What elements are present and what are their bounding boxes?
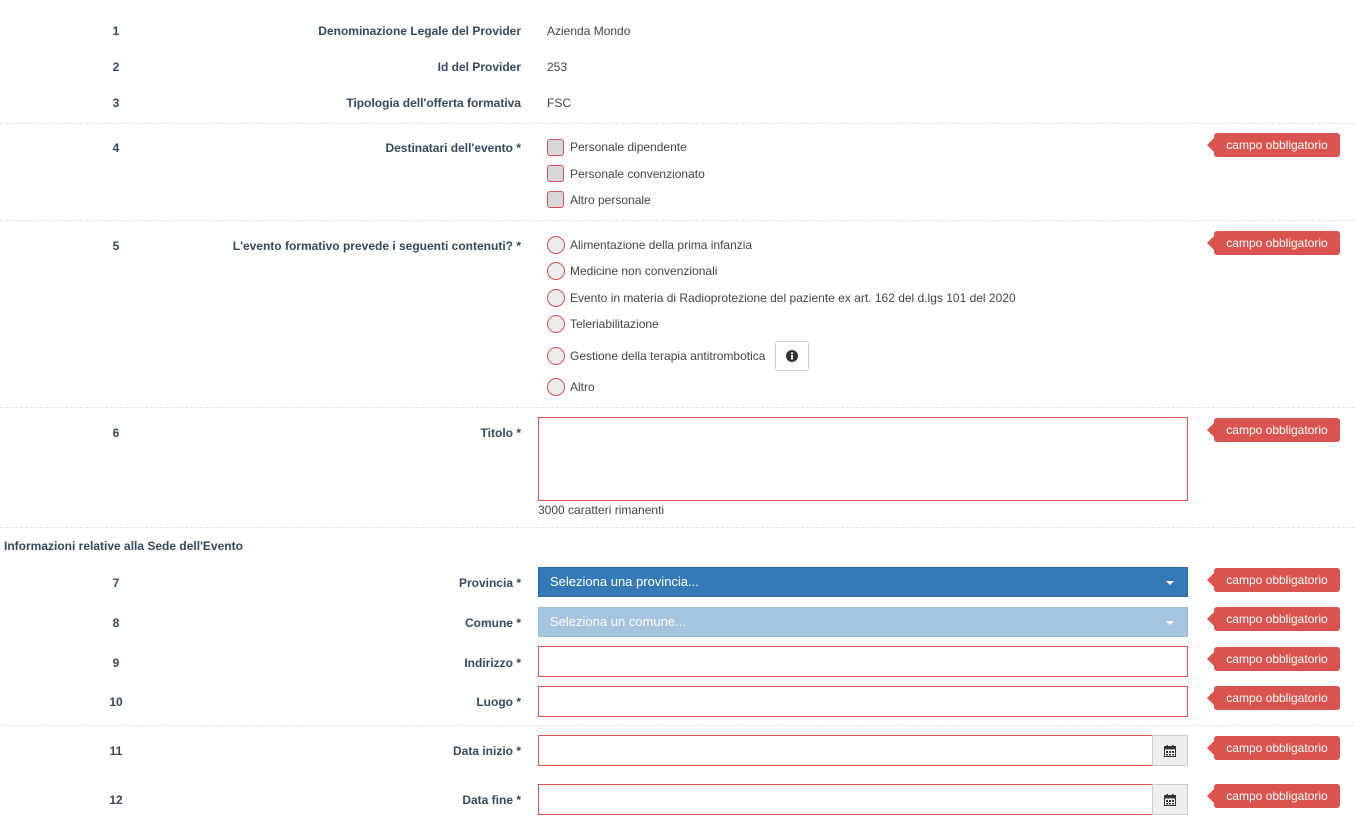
row-divider — [0, 407, 1355, 408]
row-number: 5 — [112, 239, 120, 253]
row-number: 9 — [112, 656, 120, 670]
end-date-calendar-button[interactable] — [1152, 784, 1188, 815]
province-label: Provincia * — [458, 576, 521, 590]
start-date-label: Data inizio * — [452, 744, 521, 758]
training-type-value: FSC — [547, 96, 571, 110]
checkbox-personale-convenzionato[interactable] — [547, 165, 564, 182]
required-badge: campo obbligatorio — [1214, 607, 1340, 631]
chevron-down-icon — [1166, 621, 1174, 625]
checkbox-altro-personale[interactable] — [547, 191, 564, 208]
start-date-calendar-button[interactable] — [1152, 735, 1188, 766]
address-label: Indirizzo * — [464, 656, 521, 670]
radio-terapia-antitrombotica[interactable] — [547, 347, 565, 365]
info-button[interactable] — [775, 341, 809, 371]
row-number: 1 — [112, 24, 120, 38]
option-label: Personale convenzionato — [570, 167, 705, 181]
row-number: 12 — [109, 793, 123, 807]
checkbox-personale-dipendente[interactable] — [547, 139, 564, 156]
provider-name-value: Azienda Mondo — [547, 24, 631, 38]
row-divider — [0, 220, 1355, 221]
radio-medicine-non-convenzionali[interactable] — [547, 262, 565, 280]
row-number: 4 — [112, 141, 120, 155]
row-number: 7 — [112, 576, 120, 590]
calendar-icon — [1164, 745, 1176, 757]
row-divider — [0, 527, 1355, 528]
end-date-label: Data fine * — [462, 793, 521, 807]
required-badge: campo obbligatorio — [1214, 736, 1340, 760]
contents-label: L'evento formativo prevede i seguenti contenuti? * — [232, 239, 521, 253]
option-label: Altro personale — [570, 193, 651, 207]
required-badge: campo obbligatorio — [1214, 686, 1340, 710]
title-textarea[interactable] — [538, 417, 1188, 501]
provider-id-label: Id del Provider — [437, 60, 521, 74]
required-badge: campo obbligatorio — [1214, 418, 1340, 442]
row-divider — [0, 725, 1355, 726]
option-label: Teleriabilitazione — [570, 317, 659, 331]
option-label: Alimentazione della prima infanzia — [570, 238, 753, 252]
row-number: 2 — [112, 60, 120, 74]
required-badge: campo obbligatorio — [1214, 568, 1340, 592]
required-badge: campo obbligatorio — [1214, 647, 1340, 671]
row-number: 10 — [109, 695, 123, 709]
required-badge: campo obbligatorio — [1214, 231, 1340, 255]
municipality-select-text: Seleziona un comune... — [550, 614, 686, 629]
char-counter: 3000 caratteri rimanenti — [538, 503, 665, 517]
municipality-label: Comune * — [464, 616, 521, 630]
section-title: Informazioni relative alla Sede dell'Evento — [4, 539, 243, 553]
calendar-icon — [1164, 794, 1176, 806]
province-select-text: Seleziona una provincia... — [550, 574, 699, 589]
provider-name-label: Denominazione Legale del Provider — [318, 24, 521, 38]
end-date-input[interactable] — [538, 784, 1153, 815]
training-type-label: Tipologia dell'offerta formativa — [346, 96, 521, 110]
recipients-label: Destinatari dell'evento * — [385, 141, 521, 155]
municipality-select[interactable] — [538, 607, 1188, 637]
chevron-down-icon — [1166, 581, 1174, 585]
required-badge: campo obbligatorio — [1214, 784, 1340, 808]
info-icon — [786, 350, 798, 362]
address-input[interactable] — [538, 646, 1188, 677]
title-label: Titolo * — [480, 426, 521, 440]
row-number: 8 — [112, 616, 120, 630]
row-divider — [0, 123, 1355, 124]
row-number: 3 — [112, 96, 120, 110]
radio-altro[interactable] — [547, 378, 565, 396]
row-number: 6 — [112, 426, 120, 440]
option-label: Gestione della terapia antitrombotica — [570, 349, 766, 363]
radio-teleriabilitazione[interactable] — [547, 315, 565, 333]
place-label: Luogo * — [476, 695, 521, 709]
radio-radioprotezione[interactable] — [547, 289, 565, 307]
radio-alimentazione[interactable] — [547, 236, 565, 254]
option-label: Evento in materia di Radioprotezione del paziente ex art. 162 del d.lgs 101 del 2020 — [570, 291, 1016, 305]
province-select[interactable] — [538, 567, 1188, 597]
required-badge: campo obbligatorio — [1214, 133, 1340, 157]
row-number: 11 — [109, 744, 123, 758]
option-label: Altro — [570, 380, 595, 394]
place-input[interactable] — [538, 686, 1188, 717]
option-label: Personale dipendente — [570, 140, 687, 154]
option-label: Medicine non convenzionali — [570, 264, 718, 278]
provider-id-value: 253 — [547, 60, 568, 74]
start-date-input[interactable] — [538, 735, 1153, 766]
